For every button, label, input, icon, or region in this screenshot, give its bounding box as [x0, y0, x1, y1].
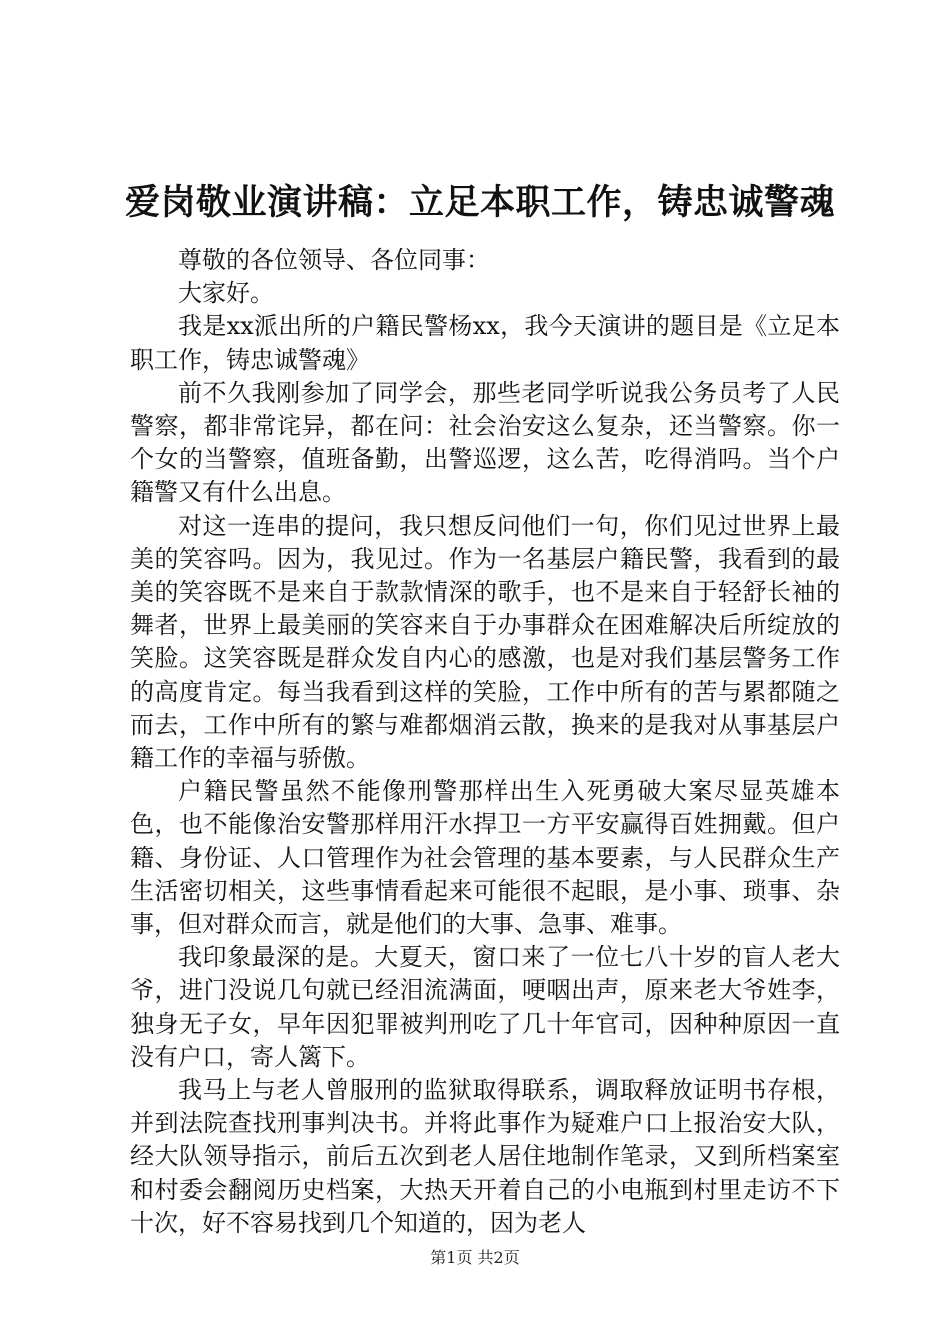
- paragraph: 我印象最深的是。大夏天，窗口来了一位七八十岁的盲人老大爷，进门没说几句就已经泪流满面，哽咽出声，原来老大爷姓李，独身无子女，早年因犯罪被判刑吃了几十年官司，因种种原因一直没有户口，寄人篱下。: [130, 943, 840, 1071]
- paragraph: 对这一连串的提问，我只想反问他们一句，你们见过世界上最美的笑容吗。因为，我见过。作为一名基层户籍民警，我看到的最美的笑容既不是来自于款款情深的歌手，也不是来自于轻舒长袖的舞者，世界上最美丽的笑容来自于办事群众在困难解决后所绽放的笑脸。这笑容既是群众发自内心的感激，也是对我们基层警务工作的高度肯定。每当我看到这样的笑脸，工作中所有的苦与累都随之而去，工作中所有的繁与难都烟消云散，换来的是我对从事基层户籍工作的幸福与骄傲。: [130, 511, 840, 773]
- paragraph: 前不久我刚参加了同学会，那些老同学听说我公务员考了人民警察，都非常诧异，都在问：社会治安这么复杂，还当警察。你一个女的当警察，值班备勤，出警巡逻，这么苦，吃得消吗。当个户籍警又有什么出息。: [130, 378, 840, 507]
- paragraph: 我马上与老人曾服刑的监狱取得联系，调取释放证明书存根，并到法院查找刑事判决书。并将此事作为疑难户口上报治安大队，经大队领导指示，前后五次到老人居住地制作笔录，又到所档案室和村委会翻阅历史档案，大热天开着自己的小电瓶到村里走访不下十次，好不容易找到几个知道的，因为老人: [130, 1076, 840, 1237]
- paragraph: 户籍民警虽然不能像刑警那样出生入死勇破大案尽显英雄本色，也不能像治安警那样用汗水捍卫一方平安赢得百姓拥戴。但户籍、身份证、人口管理作为社会管理的基本要素，与人民群众生产生活密切相关，这些事情看起来可能很不起眼，是小事、琐事、杂事，但对群众而言，就是他们的大事、急事、难事。: [130, 777, 840, 939]
- paragraph-introduction: 我是xx派出所的户籍民警杨xx，我今天演讲的题目是《立足本职工作，铸忠诚警魂》: [130, 312, 840, 374]
- document-body: [130, 244, 840, 1240]
- document-title: 爱岗敬业演讲稿：立足本职工作，铸忠诚警魂: [124, 182, 835, 223]
- page-number: 第1页 共2页: [430, 1248, 520, 1267]
- paragraph-salutation: 尊敬的各位领导、各位同事：: [178, 246, 490, 274]
- paragraph-greeting: 大家好。: [178, 279, 274, 308]
